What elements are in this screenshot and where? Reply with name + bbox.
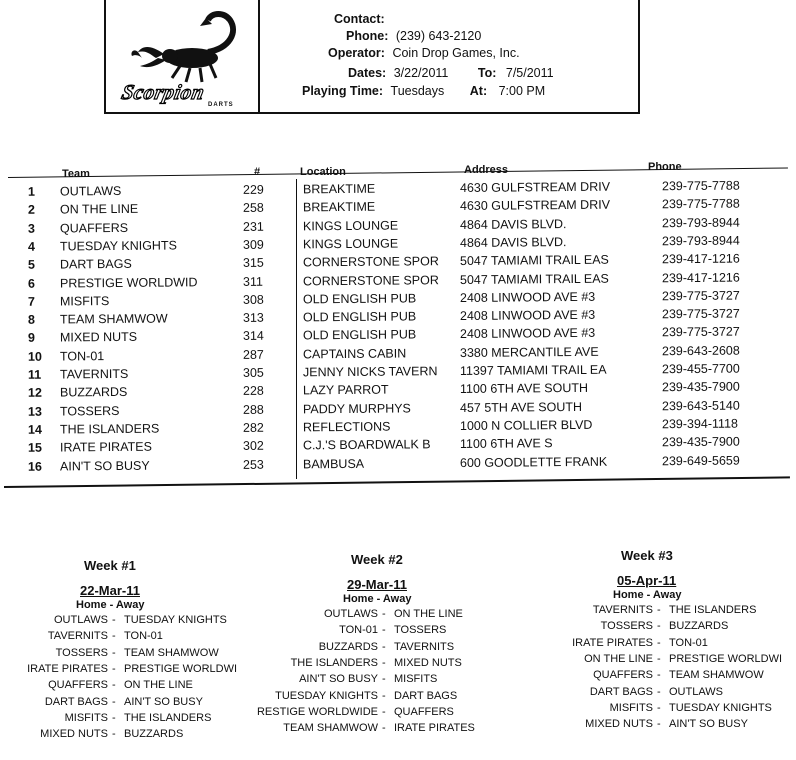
match-separator: - bbox=[112, 711, 116, 724]
location-name: KINGS LOUNGE bbox=[302, 218, 399, 233]
match-away-team: TEAM SHAMWOW bbox=[669, 669, 764, 682]
row-index: 3 bbox=[27, 221, 35, 236]
match-away-team: IRATE PIRATES bbox=[394, 722, 475, 735]
match-away-team: TON-01 bbox=[124, 630, 163, 643]
match-away-team: PRESTIGE WORLDWI bbox=[124, 662, 238, 675]
match-away-team: THE ISLANDERS bbox=[124, 711, 212, 724]
match-away-team: MISFITS bbox=[394, 673, 438, 686]
phone-value: (239) 643-2120 bbox=[395, 29, 482, 43]
match-separator: - bbox=[112, 646, 116, 659]
week-date: 05-Apr-11 bbox=[617, 573, 677, 588]
row-index: 5 bbox=[27, 257, 35, 272]
match-away-team: TEAM SHAMWOW bbox=[124, 646, 219, 659]
row-index: 8 bbox=[27, 312, 35, 327]
match-home-team: QUAFFERS bbox=[593, 669, 653, 682]
match-home-team: OUTLAWS bbox=[324, 608, 378, 620]
match-away-team: AIN'T SO BUSY bbox=[669, 718, 748, 731]
row-index: 13 bbox=[27, 404, 42, 419]
row-index: 11 bbox=[27, 367, 42, 382]
location-name: KINGS LOUNGE bbox=[302, 236, 399, 252]
phone-number: 239-455-7700 bbox=[661, 361, 740, 377]
match-away-team: ON THE LINE bbox=[394, 608, 463, 620]
phone-number: 239-775-7788 bbox=[661, 178, 740, 194]
phone-column-header: Phone bbox=[648, 161, 682, 173]
header-box bbox=[104, 0, 640, 114]
team-name: TEAM SHAMWOW bbox=[59, 311, 168, 327]
match-away-team: TUESDAY KNIGHTS bbox=[669, 701, 772, 714]
match-away-team: TON-01 bbox=[669, 636, 708, 649]
phone-number: 239-417-1216 bbox=[661, 270, 740, 285]
at-time: 7:00 PM bbox=[498, 84, 546, 98]
address: 4864 DAVIS BLVD. bbox=[459, 216, 567, 232]
team-number: 253 bbox=[242, 457, 264, 472]
address-column-header: Address bbox=[464, 164, 509, 176]
location-name: OLD ENGLISH PUB bbox=[302, 327, 417, 343]
contact-label: Contact: bbox=[334, 12, 385, 26]
match-home-team: TEAM SHAMWOW bbox=[283, 722, 378, 735]
team-name: PRESTIGE WORLDWID bbox=[59, 274, 198, 290]
match-away-team: ON THE LINE bbox=[124, 679, 193, 692]
match-away-team: TUESDAY KNIGHTS bbox=[124, 614, 227, 626]
match-away-team: OUTLAWS bbox=[669, 685, 723, 698]
row-index: 4 bbox=[27, 239, 35, 254]
match-home-team: MISFITS bbox=[64, 711, 108, 724]
phone-number: 239-643-2608 bbox=[661, 343, 740, 358]
match-home-team: TOSSERS bbox=[600, 620, 653, 633]
match-away-team: QUAFFERS bbox=[394, 705, 454, 718]
phone-number: 239-793-8944 bbox=[661, 215, 740, 230]
address: 4630 GULFSTREAM DRIV bbox=[459, 197, 611, 214]
address: 1100 6TH AVE S bbox=[459, 436, 553, 452]
scorpion-icon bbox=[120, 8, 252, 88]
match-home-team: MIXED NUTS bbox=[40, 728, 108, 741]
contact-row bbox=[334, 12, 385, 26]
row-index: 15 bbox=[27, 440, 42, 455]
team-number: 282 bbox=[242, 420, 264, 435]
match-home-team: AIN'T SO BUSY bbox=[299, 673, 378, 686]
team-name: AIN'T SO BUSY bbox=[59, 458, 150, 473]
dates-row bbox=[348, 66, 554, 80]
operator-value: Coin Drop Games, Inc. bbox=[392, 46, 520, 60]
team-number: 314 bbox=[242, 329, 264, 344]
match-separator: - bbox=[382, 689, 386, 702]
address: 5047 TAMIAMI TRAIL EAS bbox=[459, 271, 609, 287]
address: 1100 6TH AVE SOUTH bbox=[459, 381, 589, 397]
header-divider bbox=[258, 0, 260, 112]
home-away-header: Home - Away bbox=[343, 593, 412, 605]
scorpion-logo bbox=[120, 8, 252, 108]
location-name: PADDY MURPHYS bbox=[302, 401, 411, 416]
address: 1000 N COLLIER BLVD bbox=[459, 417, 593, 433]
match-home-team: RESTIGE WORLDWIDE bbox=[256, 705, 378, 718]
table-bottom-rule bbox=[4, 476, 790, 488]
location-name: REFLECTIONS bbox=[302, 419, 391, 435]
team-name: TOSSERS bbox=[59, 403, 120, 419]
team-name: TON-01 bbox=[59, 348, 105, 364]
location-column-header: Location bbox=[300, 166, 346, 178]
row-index: 10 bbox=[27, 349, 42, 364]
team-number: 288 bbox=[242, 402, 264, 417]
phone-number: 239-775-7788 bbox=[661, 196, 740, 212]
match-separator: - bbox=[112, 614, 116, 626]
address: 457 5TH AVE SOUTH bbox=[459, 399, 583, 415]
row-index: 9 bbox=[27, 331, 35, 346]
row-index: 16 bbox=[27, 459, 42, 474]
address: 5047 TAMIAMI TRAIL EAS bbox=[459, 252, 609, 269]
team-number: 309 bbox=[242, 237, 264, 252]
match-separator: - bbox=[112, 679, 116, 692]
match-home-team: TAVERNITS bbox=[592, 604, 653, 616]
match-separator: - bbox=[382, 656, 386, 669]
team-name: TUESDAY KNIGHTS bbox=[59, 238, 177, 254]
phone-number: 239-417-1216 bbox=[661, 251, 740, 267]
address: 2408 LINWOOD AVE #3 bbox=[459, 307, 596, 324]
home-away-header: Home - Away bbox=[613, 589, 682, 601]
match-away-team: TAVERNITS bbox=[394, 640, 455, 653]
row-index: 6 bbox=[27, 276, 35, 291]
location-name: JENNY NICKS TAVERN bbox=[302, 364, 438, 380]
logo-wordmark: Scorpion bbox=[119, 80, 207, 104]
location-name: BREAKTIME bbox=[302, 200, 376, 215]
match-separator: - bbox=[382, 722, 386, 735]
match-home-team: TON-01 bbox=[339, 624, 378, 637]
match-home-team: BUZZARDS bbox=[318, 640, 378, 653]
match-separator: - bbox=[382, 624, 386, 637]
team-number: 229 bbox=[242, 182, 264, 197]
phone-label: Phone: bbox=[346, 29, 389, 43]
match-separator: - bbox=[657, 701, 661, 714]
match-home-team: TUESDAY KNIGHTS bbox=[275, 689, 378, 702]
phone-number: 239-775-3727 bbox=[661, 324, 740, 340]
row-index: 12 bbox=[27, 385, 42, 401]
operator-row bbox=[328, 46, 520, 60]
match-separator: - bbox=[112, 695, 116, 708]
match-separator: - bbox=[657, 620, 661, 633]
location-name: BREAKTIME bbox=[302, 181, 376, 197]
logo-subtext: DARTS bbox=[208, 102, 234, 108]
match-home-team: DART BAGS bbox=[44, 695, 108, 708]
match-separator: - bbox=[657, 652, 661, 665]
phone-number: 239-435-7900 bbox=[661, 434, 740, 450]
address: 2408 LINWOOD AVE #3 bbox=[459, 326, 596, 342]
team-name: DART BAGS bbox=[59, 257, 132, 272]
match-home-team: QUAFFERS bbox=[48, 679, 108, 692]
match-home-team: DART BAGS bbox=[589, 685, 653, 698]
match-separator: - bbox=[112, 662, 116, 675]
playing-time-label: Playing Time: bbox=[302, 84, 384, 98]
team-name: THE ISLANDERS bbox=[59, 421, 160, 437]
match-separator: - bbox=[112, 630, 116, 643]
match-home-team: THE ISLANDERS bbox=[290, 656, 378, 669]
week-date: 29-Mar-11 bbox=[347, 577, 407, 592]
phone-number: 239-775-3727 bbox=[661, 306, 740, 322]
match-separator: - bbox=[382, 640, 386, 653]
row-index: 1 bbox=[27, 184, 35, 199]
match-away-team: TOSSERS bbox=[394, 624, 447, 637]
address: 11397 TAMIAMI TRAIL EA bbox=[459, 362, 607, 378]
phone-row bbox=[346, 29, 481, 43]
team-number: 302 bbox=[242, 438, 264, 454]
week-title: Week #2 bbox=[351, 552, 403, 567]
match-away-team: PRESTIGE WORLDWI bbox=[669, 652, 783, 665]
location-name: CORNERSTONE SPOR bbox=[302, 254, 439, 270]
address: 4864 DAVIS BLVD. bbox=[459, 234, 567, 250]
match-home-team: MISFITS bbox=[609, 701, 653, 714]
match-separator: - bbox=[657, 718, 661, 731]
team-number: 287 bbox=[242, 347, 264, 362]
row-index: 7 bbox=[27, 294, 35, 309]
location-name: BAMBUSA bbox=[302, 456, 365, 471]
team-number: 315 bbox=[242, 255, 264, 271]
match-home-team: MIXED NUTS bbox=[585, 718, 653, 731]
match-separator: - bbox=[657, 636, 661, 649]
home-away-header: Home - Away bbox=[76, 599, 145, 611]
team-name: OUTLAWS bbox=[59, 183, 122, 199]
match-away-team: BUZZARDS bbox=[124, 728, 184, 741]
week-title: Week #1 bbox=[84, 558, 136, 573]
team-number: 311 bbox=[242, 274, 263, 289]
team-number: 258 bbox=[242, 200, 264, 216]
phone-number: 239-775-3727 bbox=[661, 288, 740, 304]
phone-number: 239-394-1118 bbox=[661, 416, 739, 432]
team-number: 313 bbox=[242, 310, 264, 325]
row-index: 2 bbox=[27, 202, 35, 218]
row-index: 14 bbox=[27, 422, 42, 437]
address: 600 GOODLETTE FRANK bbox=[459, 454, 608, 470]
operator-label: Operator: bbox=[328, 46, 385, 60]
team-column-header: Team bbox=[62, 168, 90, 180]
location-name: OLD ENGLISH PUB bbox=[302, 309, 417, 325]
match-separator: - bbox=[382, 608, 386, 620]
match-separator: - bbox=[657, 685, 661, 698]
team-number: 231 bbox=[242, 219, 264, 234]
playing-time-row bbox=[302, 84, 545, 98]
match-home-team: ON THE LINE bbox=[584, 652, 653, 665]
phone-number: 239-649-5659 bbox=[661, 453, 740, 468]
match-separator: - bbox=[657, 604, 661, 616]
team-name: MISFITS bbox=[59, 293, 110, 309]
match-home-team: TOSSERS bbox=[55, 646, 108, 659]
team-name: IRATE PIRATES bbox=[59, 439, 152, 455]
address: 3380 MERCANTILE AVE bbox=[459, 344, 599, 360]
team-name: TAVERNITS bbox=[59, 366, 129, 382]
match-away-team: AIN'T SO BUSY bbox=[124, 695, 203, 708]
week-title: Week #3 bbox=[621, 548, 673, 563]
location-name: LAZY PARROT bbox=[302, 382, 389, 398]
team-name: MIXED NUTS bbox=[59, 330, 138, 345]
match-separator: - bbox=[382, 673, 386, 686]
dates-to: 7/5/2011 bbox=[505, 66, 554, 80]
match-away-team: MIXED NUTS bbox=[394, 656, 462, 669]
address: 4630 GULFSTREAM DRIV bbox=[459, 179, 611, 195]
match-home-team: OUTLAWS bbox=[54, 614, 108, 626]
phone-number: 239-435-7900 bbox=[661, 379, 740, 395]
playing-time-day: Tuesdays bbox=[390, 84, 445, 98]
team-number: 228 bbox=[242, 383, 264, 399]
team-number: 308 bbox=[242, 292, 264, 307]
match-separator: - bbox=[657, 669, 661, 682]
match-away-team: DART BAGS bbox=[394, 689, 458, 702]
dates-from: 3/22/2011 bbox=[393, 66, 449, 80]
team-name: ON THE LINE bbox=[59, 202, 139, 217]
match-separator: - bbox=[112, 728, 116, 741]
dates-to-label: To: bbox=[477, 66, 497, 80]
location-name: OLD ENGLISH PUB bbox=[302, 291, 417, 307]
address: 2408 LINWOOD AVE #3 bbox=[459, 289, 596, 305]
location-name: CORNERSTONE SPOR bbox=[302, 272, 439, 288]
team-number: 305 bbox=[242, 365, 264, 380]
match-home-team: TAVERNITS bbox=[47, 630, 108, 643]
team-name: BUZZARDS bbox=[59, 385, 128, 400]
week-date: 22-Mar-11 bbox=[80, 583, 140, 598]
match-home-team: IRATE PIRATES bbox=[572, 636, 653, 649]
at-label: At: bbox=[469, 84, 488, 98]
team-name: QUAFFERS bbox=[59, 220, 129, 236]
phone-number: 239-793-8944 bbox=[661, 233, 740, 249]
dates-label: Dates: bbox=[348, 66, 387, 80]
number-column-header: # bbox=[254, 166, 261, 178]
location-name: C.J.'S BOARDWALK B bbox=[302, 437, 431, 453]
match-home-team: IRATE PIRATES bbox=[27, 662, 108, 675]
location-name: CAPTAINS CABIN bbox=[302, 346, 407, 362]
match-separator: - bbox=[382, 705, 386, 718]
match-away-team: THE ISLANDERS bbox=[669, 604, 757, 616]
match-away-team: BUZZARDS bbox=[669, 620, 729, 633]
phone-number: 239-643-5140 bbox=[661, 398, 740, 413]
